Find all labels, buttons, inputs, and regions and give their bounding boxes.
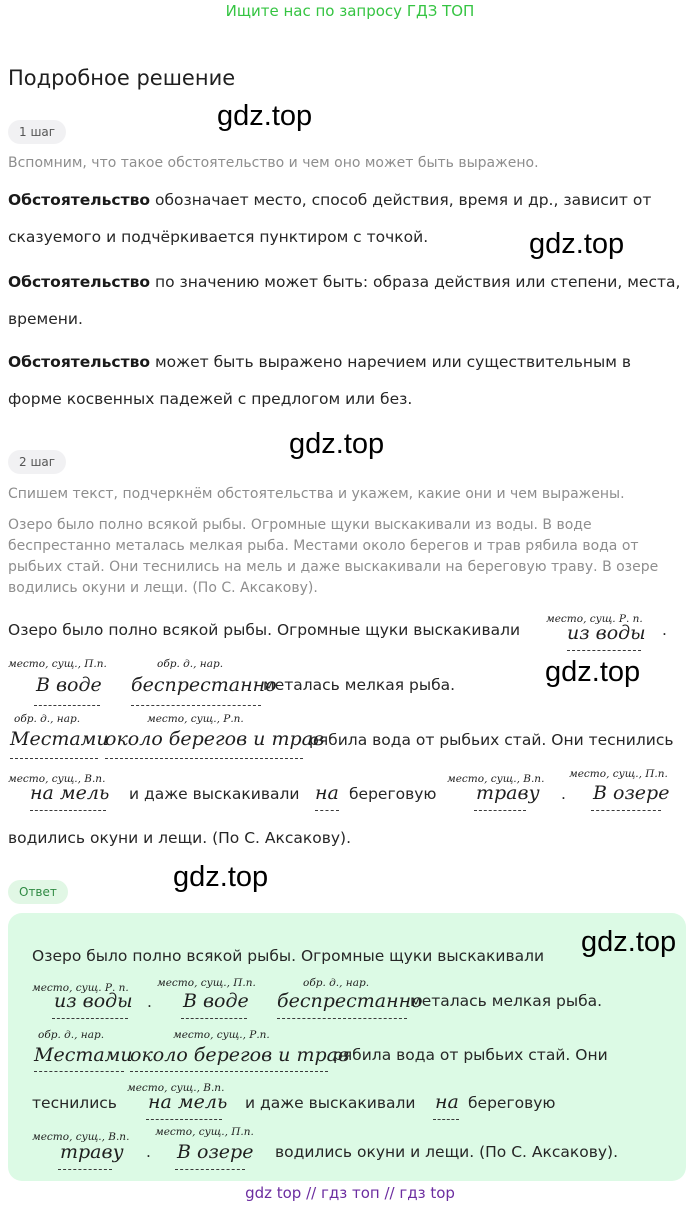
sentence-text: Озеро было полно всякой рыбы. Огромные щуки выскакивали <box>8 621 521 639</box>
definition-paragraph <box>8 182 688 256</box>
sentence-text: водились окуни и лещи. (По С. Аксакову). <box>8 829 351 847</box>
watermark: gdz.top <box>173 861 269 893</box>
dashed-underline <box>433 1119 459 1120</box>
answer-text: . <box>147 993 152 1011</box>
adverbial-word: В озере <box>593 782 670 804</box>
definition-text: по значению может быть: образа действия или степени, места, времени. <box>8 273 681 328</box>
dashed-underline <box>175 1169 245 1170</box>
adverbial-word: В воде <box>183 990 249 1012</box>
definition-paragraph <box>8 264 688 338</box>
footer-links[interactable]: gdz top // гдз топ // гдз top <box>245 1184 455 1202</box>
sentence-text: металась мелкая рыба. <box>263 676 456 694</box>
watermark: gdz.top <box>581 926 677 958</box>
parse-annotation: место, сущ., П.п. <box>569 768 668 780</box>
dashed-underline <box>146 1119 222 1120</box>
definition-text: обозначает место, способ действия, время и др., зависит от сказуемого и подчёркивается пунктиром с точкой. <box>8 191 652 246</box>
step-badge: 1 шаг <box>8 120 66 144</box>
parse-annotation: место, сущ., В.п. <box>32 1131 130 1143</box>
answer-text: береговую <box>468 1094 556 1112</box>
watermark: gdz.top <box>289 428 385 460</box>
adverbial-word: Местами <box>34 1044 133 1066</box>
dashed-underline <box>591 810 661 811</box>
parse-annotation: место, сущ. Р. п. <box>32 982 129 994</box>
answer-text: теснились <box>32 1094 117 1112</box>
sentence-text: . <box>561 785 566 803</box>
sentence-text: . <box>662 621 667 639</box>
dashed-underline <box>105 758 303 759</box>
term: Обстоятельство <box>8 353 151 371</box>
adverbial-word: на <box>315 782 339 804</box>
dashed-underline <box>58 1169 112 1170</box>
adverbial-word: на мель <box>148 1091 228 1113</box>
watermark: gdz.top <box>217 100 313 132</box>
parse-annotation: обр. д., нар. <box>14 713 81 725</box>
parse-annotation: место, сущ., В.п. <box>8 773 106 785</box>
parse-annotation: место, сущ. Р. п. <box>546 613 643 625</box>
adverbial-word: траву <box>60 1141 124 1163</box>
step-intro: Спишем текст, подчеркнём обстоятельства и укажем, какие они и чем выражены. <box>8 486 625 502</box>
answer-text: и даже выскакивали <box>245 1094 416 1112</box>
dashed-underline <box>34 1071 124 1072</box>
sentence-text: и даже выскакивали <box>129 785 300 803</box>
dashed-underline <box>30 810 106 811</box>
answer-text: Озеро было полно всякой рыбы. Огромные щуки выскакивали <box>32 947 545 965</box>
dashed-underline <box>130 1071 328 1072</box>
adverbial-word: около берегов и трав <box>130 1044 350 1066</box>
adverbial-word: Местами <box>10 728 109 750</box>
dashed-underline <box>181 1018 247 1019</box>
definition-text: может быть выражено наречием или существительным в форме косвенных падежей с предлогом или без. <box>8 353 631 408</box>
parse-annotation: место, сущ., П.п. <box>8 658 107 670</box>
answer-text: водились окуни и лещи. (По С. Аксакову). <box>275 1143 618 1161</box>
answer-text: . <box>146 1143 151 1161</box>
adverbial-word: беспрестанно <box>277 990 423 1012</box>
parse-annotation: место, сущ., Р.п. <box>147 713 244 725</box>
answer-badge: Ответ <box>8 880 68 904</box>
dashed-underline <box>567 650 641 651</box>
step-intro: Вспомним, что такое обстоятельство и чем оно может быть выражено. <box>8 155 539 171</box>
dashed-underline <box>10 758 98 759</box>
parse-annotation: место, сущ., П.п. <box>157 977 256 989</box>
adverbial-word: около берегов и трав <box>105 728 325 750</box>
sentence-text: береговую <box>349 785 437 803</box>
dashed-underline <box>34 705 100 706</box>
watermark: gdz.top <box>529 228 625 260</box>
parse-annotation: место, сущ., П.п. <box>155 1126 254 1138</box>
adverbial-word: на <box>435 1091 459 1113</box>
definition-paragraph <box>8 344 688 418</box>
dashed-underline <box>315 810 339 811</box>
adverbial-word: беспрестанно <box>131 674 277 696</box>
watermark: gdz.top <box>545 656 641 688</box>
parse-annotation: обр. д., нар. <box>157 658 224 670</box>
parse-annotation: место, сущ., В.п. <box>127 1082 225 1094</box>
page-title: Подробное решение <box>8 66 236 90</box>
dashed-underline <box>277 1018 407 1019</box>
source-text: Озеро было полно всякой рыбы. Огромные щуки выскакивали из воды. В воде беспрестанно металась мелкая рыба. Местами около берегов и трав рябила вода от рыбьих стай. Они теснились на мель и даже выскакивали на береговую траву. В озере водились окуни и лещи. (По С. Аксакову). <box>8 517 659 596</box>
adverbial-word: В воде <box>36 674 102 696</box>
answer-text: рябила вода от рыбьих стай. Они <box>333 1046 608 1064</box>
adverbial-word: из воды <box>54 990 133 1012</box>
adverbial-word: на мель <box>30 782 110 804</box>
dashed-underline <box>474 810 526 811</box>
term: Обстоятельство <box>8 191 151 209</box>
parse-annotation: место, сущ., Р.п. <box>173 1029 270 1041</box>
parse-annotation: место, сущ., В.п. <box>447 773 545 785</box>
promo-banner[interactable]: Ищите нас по запросу ГДЗ ТОП <box>225 2 475 20</box>
dashed-underline <box>52 1018 128 1019</box>
answer-text: металась мелкая рыба. <box>410 992 603 1010</box>
term: Обстоятельство <box>8 273 151 291</box>
adverbial-word: В озере <box>177 1141 254 1163</box>
parse-annotation: обр. д., нар. <box>303 977 370 989</box>
adverbial-word: из воды <box>567 622 646 644</box>
adverbial-word: траву <box>476 782 540 804</box>
step-badge: 2 шаг <box>8 450 66 474</box>
dashed-underline <box>131 705 261 706</box>
parse-annotation: обр. д., нар. <box>38 1029 105 1041</box>
sentence-text: рябила вода от рыбьих стай. Они теснились <box>309 731 674 749</box>
